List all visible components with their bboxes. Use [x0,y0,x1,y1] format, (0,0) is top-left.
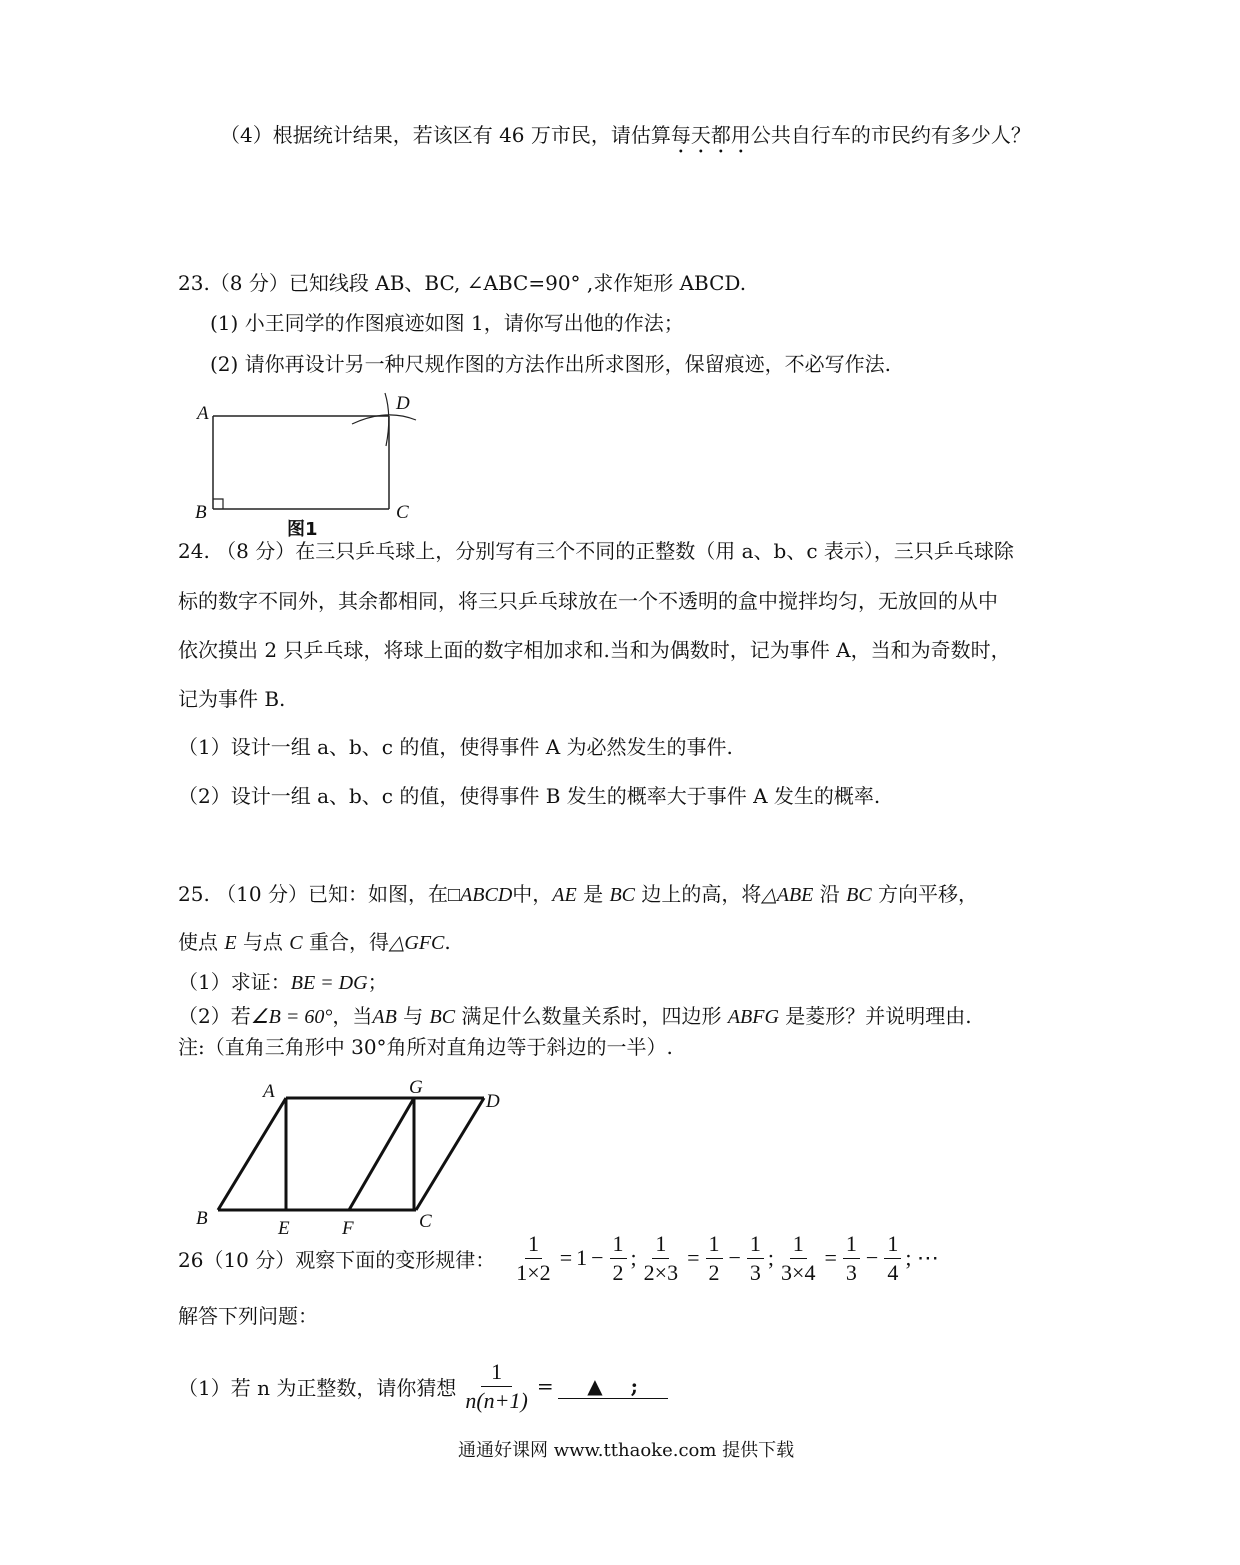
q25-bc: BC [609,884,635,906]
q24-part1: （1）设计一组 a、b、c 的值，使得事件 A 为必然发生的事件. [178,735,733,759]
q26-f3-numerator: 1 [790,1232,807,1259]
q25-p2-text3: 与 [403,1004,424,1028]
q26-b2-numerator: 1 [747,1232,764,1259]
q25-l1-text6: 方向平移， [878,882,979,906]
q26-f3-denominator: 3×4 [781,1259,816,1285]
q25-label-f: F [342,1218,354,1239]
q23-figure-caption: 图1 [287,519,318,540]
q23-label-d: D [396,393,410,414]
q26-ellipsis: ; ⋯ [905,1245,939,1270]
q26-answer-blank[interactable] [558,1374,668,1399]
q24-line2: 标的数字不同外，其余都相同，将三只乒乓球放在一个不透明的盒中搅拌均匀，无放回的从中 [178,589,998,613]
q26-f2-numerator: 1 [652,1232,669,1259]
q25-ab: AB [372,1006,397,1028]
q26-fraction-a2 [706,1232,723,1285]
q26-f1-numerator: 1 [525,1232,542,1259]
q26-fraction-1-over-2 [610,1232,627,1285]
q25-l1-text3: 是 [583,882,604,906]
q24-line4: 记为事件 B. [178,687,286,711]
q25-label-g: G [409,1077,423,1098]
q22-part4-post: 公共自行车的市民约有多少人？ [750,123,1031,147]
q25-point-e: E [224,932,237,954]
q23-part1: (1) 小王同学的作图痕迹如图 1，请你写出他的作法； [210,311,684,335]
q23-stem: 23.（8 分）已知线段 AB、BC, ∠ABC=90° ,求作矩形 ABCD. [178,271,747,295]
q26-h1-numerator: 1 [610,1232,627,1259]
q25-l2-text: 使点 [178,930,218,954]
q25-be-eq-dg: BE = DG [290,972,368,994]
q25-p2-text: （2）若 [178,1004,251,1028]
q25-p2-text5: 是菱形？并说明理由. [785,1004,972,1028]
q22-part4-pre: （4）根据统计结果，若该区有 46 万市民，请估算 [220,123,671,147]
q26-fraction-1-over-1x2 [513,1232,553,1285]
q23-label-b: B [195,502,207,523]
q25-l1-text2: 中， [512,882,553,906]
q26-fraction-1-over-2x3 [641,1232,681,1285]
q25-l1-text5: 沿 [819,882,840,906]
q26-equals-3: = [824,1245,837,1270]
q25-abfg: ABFG [727,1006,779,1028]
q26-b2-denominator: 3 [749,1259,761,1285]
q25-l2-text2: 与点 [242,930,283,954]
q26-semicolon-1: ; [630,1245,637,1270]
q23-label-c: C [396,502,409,523]
q26-a3-numerator: 1 [843,1232,860,1259]
q26-part1-line [178,1353,668,1419]
q25-bc-3: BC [429,1006,456,1028]
q26-b3-denominator: 4 [887,1259,899,1285]
q26-solve: 解答下列问题： [178,1304,318,1328]
q25-side-ab [218,1098,286,1210]
q23-label-a: A [197,403,209,424]
q25-p1-end: ； [367,970,388,994]
q26-equals-2: = [687,1245,700,1270]
q24-line1: 24. （8 分）在三只乒乓球上，分别写有三个不同的正整数（用 a、b、c 表示），三只乒乓球除 [178,539,1014,563]
q26-stem: 26（10 分）观察下面的变形规律： [178,1247,496,1272]
q26-f2-denominator: 2×3 [643,1259,679,1285]
page-footer: 通通好课网 www.tthaoke.com 提供下载 [458,1440,795,1461]
q26-fraction-a3 [843,1232,860,1285]
q25-label-d: D [486,1091,500,1112]
q25-point-c: C [289,932,303,954]
q23-part2: (2) 请你再设计另一种尺规作图的方法作出所求图形，保留痕迹，不必写作法. [210,352,892,376]
q26-minus-2: − [728,1245,741,1270]
q25-parallelogram-symbol: □ABCD [447,884,513,906]
q25-triangle-abe: △ABE [761,884,814,906]
q26-fraction-1-over-3x4 [778,1232,818,1285]
q26-equals-1: = [559,1245,573,1270]
q26-answer-end: ; [630,1373,638,1398]
q25-l1-text4: 边上的高，将 [641,882,762,906]
q26-answer-triangle-icon: ▲ [587,1373,603,1398]
q26-p1-denominator: n(n+1) [465,1387,528,1413]
q25-label-b: B [196,1208,208,1229]
q25-l1-text: 25. （10 分）已知：如图，在 [178,882,448,906]
q25-note: 注:（直角三角形中 30°角所对直角边等于斜边的一半）. [178,1035,673,1059]
q26-fraction-b2 [747,1232,764,1285]
q25-triangle-gfc: △GFC [389,932,445,954]
q25-p2-text4: 满足什么数量关系时，四边形 [461,1004,722,1028]
q25-p2-text2: ，当 [332,1004,373,1028]
q26-fraction-1-over-n-n-plus-1 [462,1360,531,1413]
q25-label-c: C [419,1211,432,1232]
q26-stem-line [178,1227,941,1289]
q25-ae: AE [552,884,577,906]
q25-p1-text: （1）求证： [178,970,291,994]
q26-minus-3: − [865,1245,879,1270]
q26-h1-denominator: 2 [612,1259,624,1285]
q25-label-e: E [278,1218,290,1239]
q24-part2: （2）设计一组 a、b、c 的值，使得事件 B 发生的概率大于事件 A 发生的概率. [178,784,881,808]
q25-side-dc [416,1098,484,1210]
q26-a2-denominator: 2 [708,1259,720,1285]
q26-minus-1: − [591,1245,604,1270]
q26-semicolon-2: ; [767,1245,775,1270]
q26-a2-numerator: 1 [706,1232,723,1259]
q26-a3-denominator: 3 [845,1259,857,1285]
q25-label-a: A [263,1081,275,1102]
q22-part4-emphasis: 每天都用 [670,123,751,147]
q25-l2-period: . [444,930,451,954]
q26-one: 1 [576,1245,588,1270]
q25-segment-gf [349,1098,414,1210]
q26-p1-numerator: 1 [481,1360,512,1387]
q26-fraction-b3 [884,1232,901,1285]
q25-l2-text3: 重合，得 [309,930,389,954]
q25-angle-b: ∠B = 60° [250,1006,333,1028]
q26-b3-numerator: 1 [884,1232,901,1259]
q26-p1-equals: = [536,1374,554,1398]
q26-f1-denominator: 1×2 [516,1259,551,1285]
q24-line3: 依次摸出 2 只乒乓球，将球上面的数字相加求和.当和为偶数时，记为事件 A，当和为奇数时， [178,638,1011,662]
q25-bc-2: BC [846,884,872,906]
q26-part1-text: （1）若 n 为正整数，请你猜想 [178,1375,457,1400]
